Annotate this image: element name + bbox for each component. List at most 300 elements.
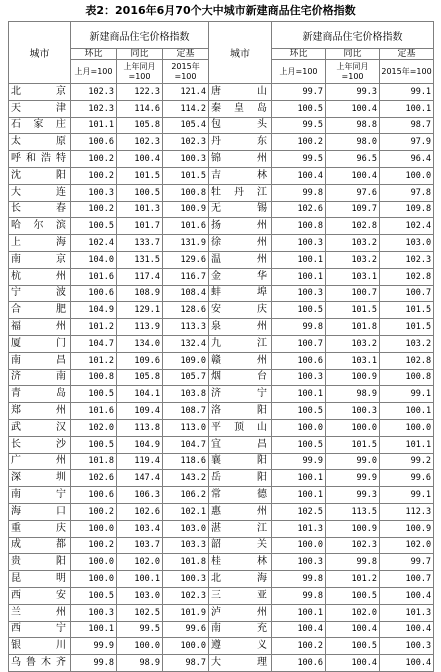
city-name-left: 成都 <box>9 537 71 554</box>
base-value-left: 105.4 <box>163 117 209 134</box>
base-value-right: 112.3 <box>380 503 434 520</box>
city-name-left: 哈尔滨 <box>9 218 71 235</box>
city-name-right: 牡丹江 <box>209 184 272 201</box>
base-value-right: 100.7 <box>380 571 434 588</box>
yoy-value-left: 131.5 <box>117 251 163 268</box>
yoy-value-right: 101.5 <box>326 436 380 453</box>
mom-value-right: 100.7 <box>272 335 326 352</box>
mom-value-left: 100.2 <box>71 201 117 218</box>
city-name-right: 泸州 <box>209 604 272 621</box>
mom-header-left: 环比 <box>71 49 117 60</box>
city-name-right: 赣州 <box>209 352 272 369</box>
city-name-left: 长春 <box>9 201 71 218</box>
yoy-value-left: 100.0 <box>117 638 163 655</box>
page-title: 表2：2016年6月70个大中城市新建商品住宅价格指数 <box>85 4 356 17</box>
base-value-left: 102.1 <box>163 503 209 520</box>
yoy-value-right: 98.0 <box>326 134 380 151</box>
yoy-value-right: 102.3 <box>326 537 380 554</box>
mom-value-right: 100.8 <box>272 218 326 235</box>
mom-value-right: 100.3 <box>272 554 326 571</box>
yoy-subheader-left: 上年同月=100 <box>117 60 163 84</box>
mom-value-left: 100.0 <box>71 571 117 588</box>
yoy-value-right: 103.1 <box>326 352 380 369</box>
base-value-left: 106.2 <box>163 487 209 504</box>
base-value-right: 100.1 <box>380 100 434 117</box>
city-name-left: 太原 <box>9 134 71 151</box>
mom-value-left: 100.3 <box>71 604 117 621</box>
mom-value-right: 100.6 <box>272 352 326 369</box>
base-value-right: 109.8 <box>380 201 434 218</box>
mom-header-right: 环比 <box>272 49 326 60</box>
city-header-right: 城市 <box>209 22 272 84</box>
base-value-left: 104.7 <box>163 436 209 453</box>
table-row <box>9 453 434 470</box>
base-value-left: 113.0 <box>163 419 209 436</box>
city-name-right: 宜昌 <box>209 436 272 453</box>
table-row <box>9 638 434 655</box>
base-value-right: 99.1 <box>380 487 434 504</box>
mom-value-left: 102.4 <box>71 235 117 252</box>
base-header-left: 定基 <box>163 49 209 60</box>
base-value-left: 102.3 <box>163 587 209 604</box>
table-row <box>9 655 434 672</box>
city-name-right: 蚌埠 <box>209 285 272 302</box>
yoy-value-right: 101.2 <box>326 571 380 588</box>
mom-value-right: 100.1 <box>272 386 326 403</box>
mom-value-right: 99.8 <box>272 587 326 604</box>
city-name-left: 合肥 <box>9 302 71 319</box>
base-value-right: 102.0 <box>380 537 434 554</box>
yoy-value-left: 105.8 <box>117 369 163 386</box>
yoy-value-right: 101.5 <box>326 302 380 319</box>
mom-value-left: 102.3 <box>71 84 117 101</box>
city-name-left: 海口 <box>9 503 71 520</box>
base-value-left: 100.9 <box>163 201 209 218</box>
yoy-header-right: 同比 <box>326 49 380 60</box>
city-name-right: 平顶山 <box>209 419 272 436</box>
yoy-value-right: 100.9 <box>326 369 380 386</box>
yoy-value-right: 100.3 <box>326 403 380 420</box>
yoy-value-left: 122.3 <box>117 84 163 101</box>
mom-value-right: 100.1 <box>272 268 326 285</box>
city-name-left: 昆明 <box>9 571 71 588</box>
yoy-value-right: 102.0 <box>326 604 380 621</box>
mom-value-left: 104.0 <box>71 251 117 268</box>
table-row <box>9 352 434 369</box>
yoy-value-left: 134.0 <box>117 335 163 352</box>
base-value-right: 100.8 <box>380 369 434 386</box>
yoy-value-left: 147.4 <box>117 470 163 487</box>
mom-value-left: 101.2 <box>71 319 117 336</box>
yoy-value-right: 99.0 <box>326 453 380 470</box>
base-value-left: 101.5 <box>163 167 209 184</box>
mom-value-left: 101.1 <box>71 117 117 134</box>
base-value-right: 101.5 <box>380 302 434 319</box>
mom-value-left: 101.6 <box>71 403 117 420</box>
base-value-left: 128.6 <box>163 302 209 319</box>
table-row <box>9 621 434 638</box>
yoy-value-left: 109.4 <box>117 403 163 420</box>
table-row <box>9 134 434 151</box>
yoy-value-right: 103.2 <box>326 335 380 352</box>
yoy-value-left: 102.3 <box>117 134 163 151</box>
yoy-value-right: 109.7 <box>326 201 380 218</box>
city-name-left: 广州 <box>9 453 71 470</box>
table-row <box>9 100 434 117</box>
mom-value-left: 100.2 <box>71 167 117 184</box>
yoy-value-right: 100.4 <box>326 100 380 117</box>
table-row <box>9 184 434 201</box>
yoy-value-left: 104.1 <box>117 386 163 403</box>
yoy-value-right: 100.5 <box>326 638 380 655</box>
city-name-right: 唐山 <box>209 84 272 101</box>
mom-value-right: 102.6 <box>272 201 326 218</box>
price-index-table <box>8 21 434 672</box>
base-value-left: 108.4 <box>163 285 209 302</box>
mom-value-right: 100.1 <box>272 251 326 268</box>
mom-subheader-left: 上月=100 <box>71 60 117 84</box>
city-name-right: 北海 <box>209 571 272 588</box>
base-value-left: 101.8 <box>163 554 209 571</box>
yoy-value-left: 106.3 <box>117 487 163 504</box>
city-name-left: 贵阳 <box>9 554 71 571</box>
table-row <box>9 201 434 218</box>
city-name-right: 温州 <box>209 251 272 268</box>
city-name-left: 北京 <box>9 84 71 101</box>
base-value-left: 121.4 <box>163 84 209 101</box>
yoy-value-right: 100.5 <box>326 587 380 604</box>
table-row <box>9 436 434 453</box>
base-value-right: 100.4 <box>380 655 434 672</box>
mom-value-left: 100.3 <box>71 184 117 201</box>
table-row <box>9 487 434 504</box>
base-value-left: 102.3 <box>163 134 209 151</box>
yoy-value-right: 101.8 <box>326 319 380 336</box>
mom-value-left: 101.6 <box>71 268 117 285</box>
city-name-right: 金华 <box>209 268 272 285</box>
mom-value-right: 102.5 <box>272 503 326 520</box>
base-value-right: 99.2 <box>380 453 434 470</box>
city-name-right: 吉林 <box>209 167 272 184</box>
city-name-right: 无锡 <box>209 201 272 218</box>
mom-value-left: 104.9 <box>71 302 117 319</box>
mom-value-right: 100.1 <box>272 604 326 621</box>
table-row <box>9 302 434 319</box>
base-value-right: 100.4 <box>380 587 434 604</box>
base-value-right: 100.1 <box>380 403 434 420</box>
yoy-value-left: 114.6 <box>117 100 163 117</box>
yoy-value-right: 98.9 <box>326 386 380 403</box>
base-value-left: 116.7 <box>163 268 209 285</box>
base-value-right: 97.8 <box>380 184 434 201</box>
yoy-value-left: 113.9 <box>117 319 163 336</box>
mom-value-left: 104.7 <box>71 335 117 352</box>
yoy-value-right: 99.3 <box>326 84 380 101</box>
city-name-left: 乌鲁木齐 <box>9 655 71 672</box>
yoy-value-left: 133.7 <box>117 235 163 252</box>
mom-value-right: 99.7 <box>272 84 326 101</box>
city-name-left: 宁波 <box>9 285 71 302</box>
base-value-left: 118.6 <box>163 453 209 470</box>
base-value-left: 103.3 <box>163 537 209 554</box>
mom-value-left: 100.0 <box>71 554 117 571</box>
base-value-left: 103.8 <box>163 386 209 403</box>
city-name-right: 大理 <box>209 655 272 672</box>
table-row <box>9 285 434 302</box>
table-row <box>9 419 434 436</box>
mom-value-left: 100.5 <box>71 386 117 403</box>
city-name-left: 沈阳 <box>9 167 71 184</box>
city-name-left: 武汉 <box>9 419 71 436</box>
base-subheader-right: 2015年=100 <box>380 60 434 84</box>
mom-value-right: 100.2 <box>272 134 326 151</box>
mom-value-right: 100.3 <box>272 285 326 302</box>
yoy-value-right: 99.3 <box>326 487 380 504</box>
base-subheader-left: 2015年=100 <box>163 60 209 84</box>
city-name-left: 银川 <box>9 638 71 655</box>
base-value-left: 101.9 <box>163 604 209 621</box>
mom-value-right: 100.0 <box>272 537 326 554</box>
base-value-right: 100.3 <box>380 638 434 655</box>
city-name-right: 洛阳 <box>209 403 272 420</box>
yoy-value-left: 113.8 <box>117 419 163 436</box>
index-group-header-right: 新建商品住宅价格指数 <box>272 22 434 49</box>
city-name-right: 扬州 <box>209 218 272 235</box>
base-value-left: 131.9 <box>163 235 209 252</box>
base-value-right: 100.9 <box>380 520 434 537</box>
yoy-value-right: 103.2 <box>326 251 380 268</box>
mom-value-right: 100.5 <box>272 436 326 453</box>
city-name-left: 兰州 <box>9 604 71 621</box>
base-value-right: 100.7 <box>380 285 434 302</box>
yoy-value-left: 103.0 <box>117 587 163 604</box>
yoy-value-left: 102.5 <box>117 604 163 621</box>
city-header-left: 城市 <box>9 22 71 84</box>
city-name-left: 杭州 <box>9 268 71 285</box>
base-value-right: 100.0 <box>380 419 434 436</box>
mom-value-left: 102.0 <box>71 419 117 436</box>
yoy-value-left: 101.3 <box>117 201 163 218</box>
mom-value-left: 102.3 <box>71 100 117 117</box>
city-name-right: 岳阳 <box>209 470 272 487</box>
mom-value-left: 100.1 <box>71 621 117 638</box>
base-value-left: 108.7 <box>163 403 209 420</box>
city-name-right: 丹东 <box>209 134 272 151</box>
base-value-left: 113.3 <box>163 319 209 336</box>
yoy-value-right: 99.8 <box>326 554 380 571</box>
table-row <box>9 117 434 134</box>
base-value-right: 102.4 <box>380 218 434 235</box>
mom-value-left: 100.5 <box>71 218 117 235</box>
base-value-right: 100.4 <box>380 621 434 638</box>
city-name-right: 安庆 <box>209 302 272 319</box>
yoy-value-left: 103.7 <box>117 537 163 554</box>
city-name-right: 遵义 <box>209 638 272 655</box>
index-group-header-left: 新建商品住宅价格指数 <box>71 22 209 49</box>
table-row <box>9 604 434 621</box>
mom-value-left: 100.2 <box>71 151 117 168</box>
mom-value-right: 100.3 <box>272 235 326 252</box>
yoy-value-right: 113.5 <box>326 503 380 520</box>
mom-value-left: 99.9 <box>71 638 117 655</box>
table-body <box>9 84 434 672</box>
table-row <box>9 167 434 184</box>
yoy-value-right: 103.2 <box>326 235 380 252</box>
city-name-left: 长沙 <box>9 436 71 453</box>
city-name-left: 南宁 <box>9 487 71 504</box>
base-value-right: 100.0 <box>380 167 434 184</box>
yoy-value-right: 99.9 <box>326 470 380 487</box>
yoy-value-left: 109.6 <box>117 352 163 369</box>
city-name-left: 石家庄 <box>9 117 71 134</box>
table-row <box>9 251 434 268</box>
city-name-left: 厦门 <box>9 335 71 352</box>
table-row <box>9 571 434 588</box>
city-name-left: 上海 <box>9 235 71 252</box>
base-value-right: 98.7 <box>380 117 434 134</box>
mom-value-right: 99.9 <box>272 453 326 470</box>
mom-value-right: 101.3 <box>272 520 326 537</box>
mom-value-right: 99.8 <box>272 319 326 336</box>
yoy-value-left: 117.4 <box>117 268 163 285</box>
mom-value-left: 100.8 <box>71 369 117 386</box>
city-name-left: 深圳 <box>9 470 71 487</box>
mom-value-left: 99.8 <box>71 655 117 672</box>
table-row <box>9 554 434 571</box>
city-name-left: 天津 <box>9 100 71 117</box>
yoy-value-left: 129.1 <box>117 302 163 319</box>
city-name-left: 南京 <box>9 251 71 268</box>
mom-value-right: 100.6 <box>272 655 326 672</box>
table-row <box>9 503 434 520</box>
base-value-right: 101.1 <box>380 436 434 453</box>
city-name-left: 郑州 <box>9 403 71 420</box>
city-name-left: 青岛 <box>9 386 71 403</box>
mom-value-right: 100.1 <box>272 470 326 487</box>
city-name-left: 南昌 <box>9 352 71 369</box>
table-row <box>9 587 434 604</box>
base-value-left: 109.0 <box>163 352 209 369</box>
mom-value-left: 100.2 <box>71 537 117 554</box>
city-name-left: 西安 <box>9 587 71 604</box>
mom-value-right: 100.4 <box>272 621 326 638</box>
table-row <box>9 386 434 403</box>
yoy-value-left: 103.4 <box>117 520 163 537</box>
yoy-value-right: 102.8 <box>326 218 380 235</box>
mom-value-left: 100.6 <box>71 134 117 151</box>
yoy-value-left: 100.1 <box>117 571 163 588</box>
yoy-header-left: 同比 <box>117 49 163 60</box>
mom-value-right: 100.3 <box>272 369 326 386</box>
mom-value-right: 100.2 <box>272 638 326 655</box>
base-value-left: 100.0 <box>163 638 209 655</box>
yoy-value-right: 100.4 <box>326 167 380 184</box>
table-row <box>9 335 434 352</box>
city-name-right: 常德 <box>209 487 272 504</box>
base-value-right: 103.0 <box>380 235 434 252</box>
city-name-right: 烟台 <box>209 369 272 386</box>
table-row <box>9 537 434 554</box>
yoy-value-left: 101.5 <box>117 167 163 184</box>
yoy-subheader-right: 上年同月=100 <box>326 60 380 84</box>
base-value-left: 114.2 <box>163 100 209 117</box>
city-name-right: 桂林 <box>209 554 272 571</box>
mom-value-left: 100.0 <box>71 520 117 537</box>
table-row <box>9 151 434 168</box>
mom-value-left: 100.5 <box>71 587 117 604</box>
mom-value-right: 99.8 <box>272 184 326 201</box>
yoy-value-left: 102.0 <box>117 554 163 571</box>
yoy-value-right: 100.0 <box>326 419 380 436</box>
city-name-right: 锦州 <box>209 151 272 168</box>
mom-value-left: 101.2 <box>71 352 117 369</box>
city-name-left: 福州 <box>9 319 71 336</box>
base-value-left: 100.3 <box>163 571 209 588</box>
city-name-right: 九江 <box>209 335 272 352</box>
table-row <box>9 235 434 252</box>
yoy-value-right: 103.1 <box>326 268 380 285</box>
table-row <box>9 403 434 420</box>
yoy-value-left: 101.7 <box>117 218 163 235</box>
city-name-right: 南充 <box>209 621 272 638</box>
base-header-right: 定基 <box>380 49 434 60</box>
table-row <box>9 218 434 235</box>
city-name-left: 西宁 <box>9 621 71 638</box>
base-value-right: 102.3 <box>380 251 434 268</box>
yoy-value-left: 100.4 <box>117 151 163 168</box>
table-row <box>9 268 434 285</box>
base-value-right: 102.8 <box>380 268 434 285</box>
city-name-left: 呼和浩特 <box>9 151 71 168</box>
mom-value-left: 101.8 <box>71 453 117 470</box>
base-value-right: 99.1 <box>380 386 434 403</box>
base-value-right: 99.6 <box>380 470 434 487</box>
city-name-left: 大连 <box>9 184 71 201</box>
base-value-left: 98.7 <box>163 655 209 672</box>
mom-value-right: 100.1 <box>272 487 326 504</box>
base-value-right: 96.4 <box>380 151 434 168</box>
table-row <box>9 319 434 336</box>
mom-value-right: 100.5 <box>272 302 326 319</box>
mom-value-left: 100.6 <box>71 487 117 504</box>
yoy-value-left: 119.4 <box>117 453 163 470</box>
base-value-left: 99.6 <box>163 621 209 638</box>
yoy-value-left: 102.6 <box>117 503 163 520</box>
yoy-value-right: 100.7 <box>326 285 380 302</box>
yoy-value-left: 98.9 <box>117 655 163 672</box>
yoy-value-right: 98.8 <box>326 117 380 134</box>
city-name-right: 襄阳 <box>209 453 272 470</box>
city-name-right: 秦皇岛 <box>209 100 272 117</box>
base-value-left: 129.6 <box>163 251 209 268</box>
mom-value-left: 100.2 <box>71 503 117 520</box>
mom-value-left: 102.6 <box>71 470 117 487</box>
mom-value-left: 100.5 <box>71 436 117 453</box>
mom-value-right: 100.0 <box>272 419 326 436</box>
mom-value-right: 99.5 <box>272 151 326 168</box>
table-row <box>9 84 434 101</box>
base-value-right: 99.7 <box>380 554 434 571</box>
city-name-right: 湛江 <box>209 520 272 537</box>
base-value-right: 102.8 <box>380 352 434 369</box>
yoy-value-left: 99.5 <box>117 621 163 638</box>
city-name-right: 惠州 <box>209 503 272 520</box>
city-name-left: 济南 <box>9 369 71 386</box>
city-name-right: 徐州 <box>209 235 272 252</box>
yoy-value-left: 108.9 <box>117 285 163 302</box>
mom-value-left: 100.6 <box>71 285 117 302</box>
base-value-left: 100.8 <box>163 184 209 201</box>
